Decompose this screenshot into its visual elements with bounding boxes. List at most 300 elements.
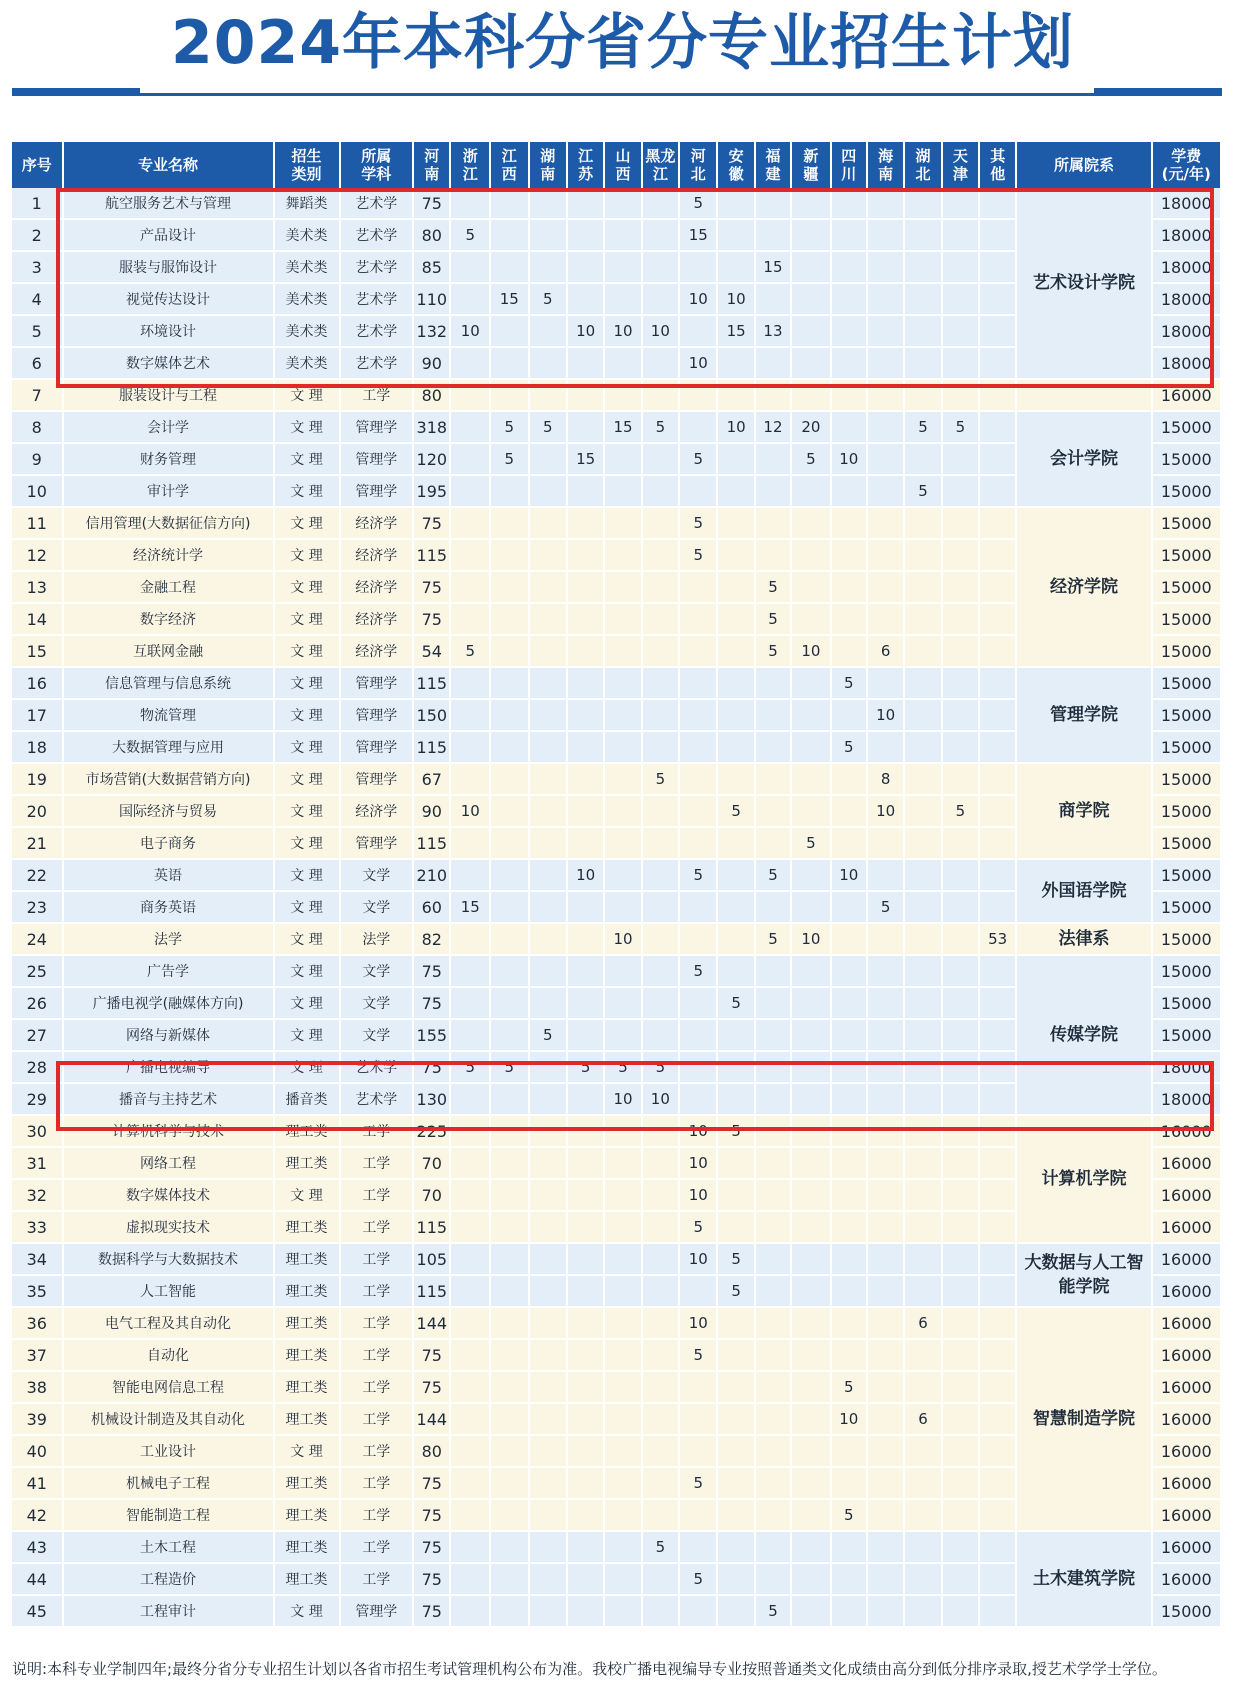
province-quota [904,219,941,251]
province-quota [529,315,567,347]
province-quota [642,795,679,827]
province-quota [942,188,979,219]
province-quota: 10 [604,1083,641,1115]
row-number: 1 [12,188,63,219]
province-quota [942,1595,979,1627]
row-number: 30 [12,1115,63,1147]
province-quota [490,1563,528,1595]
quota-henan: 155 [413,1019,450,1051]
province-quota: 5 [791,443,831,475]
province-quota [791,1275,831,1307]
province-quota [942,1403,979,1435]
province-quota [755,507,791,539]
province-quota [717,1147,754,1179]
province-quota [529,188,567,219]
province-quota [679,667,717,699]
province-quota [450,188,490,219]
province-quota [679,475,717,507]
tuition-fee: 18000 [1152,347,1221,379]
province-quota [567,795,604,827]
province-quota [791,539,831,571]
tuition-fee: 16000 [1152,1435,1221,1467]
quota-henan: 115 [413,827,450,859]
enrollment-category: 理工类 [274,1147,340,1179]
province-quota [679,923,717,955]
quota-henan: 75 [413,1051,450,1083]
province-quota [942,283,979,315]
department-name: 会计学院 [1016,411,1151,507]
province-quota: 15 [604,411,641,443]
province-quota [867,1179,904,1211]
province-quota [904,955,941,987]
province-quota [831,763,867,795]
row-number: 16 [12,667,63,699]
province-quota [942,1339,979,1371]
province-quota [791,1083,831,1115]
province-quota [450,1339,490,1371]
row-number: 35 [12,1275,63,1307]
major-name: 航空服务艺术与管理 [63,188,274,219]
province-quota [450,1019,490,1051]
row-number: 29 [12,1083,63,1115]
province-quota: 5 [755,1595,791,1627]
province-quota [979,1243,1016,1275]
province-quota [717,827,754,859]
province-quota [979,731,1016,763]
province-quota [831,347,867,379]
province-quota: 5 [942,411,979,443]
major-name: 机械设计制造及其自动化 [63,1403,274,1435]
province-quota: 10 [867,699,904,731]
province-quota [831,1211,867,1243]
province-quota: 10 [717,283,754,315]
province-quota [979,571,1016,603]
province-quota [490,859,528,891]
province-quota [942,347,979,379]
tuition-fee: 18000 [1152,188,1221,219]
province-quota [755,1307,791,1339]
province-quota [490,827,528,859]
province-quota [979,347,1016,379]
province-quota: 10 [604,923,641,955]
province-quota [791,188,831,219]
province-quota: 5 [529,1019,567,1051]
province-quota [450,379,490,411]
province-quota [567,283,604,315]
province-quota [450,251,490,283]
province-quota [717,699,754,731]
province-quota [717,667,754,699]
province-quota: 10 [679,1243,717,1275]
tuition-fee: 15000 [1152,571,1221,603]
enrollment-category: 文 理 [274,443,340,475]
tuition-fee: 16000 [1152,1147,1221,1179]
province-quota [904,443,941,475]
province-quota [642,347,679,379]
province-quota [904,1371,941,1403]
province-quota [831,411,867,443]
province-quota [567,379,604,411]
row-number: 45 [12,1595,63,1627]
province-quota: 10 [642,315,679,347]
province-quota [450,443,490,475]
province-quota [904,1563,941,1595]
province-quota [529,1275,567,1307]
province-quota [604,1307,641,1339]
row-number: 13 [12,571,63,603]
province-quota [567,763,604,795]
header-jiangsu: 江 苏 [567,142,604,188]
province-quota: 6 [904,1307,941,1339]
enrollment-category: 理工类 [274,1403,340,1435]
row-number: 7 [12,379,63,411]
province-quota [717,1307,754,1339]
province-quota [791,603,831,635]
province-quota [642,699,679,731]
province-quota [529,923,567,955]
quota-henan: 318 [413,411,450,443]
province-quota [717,1403,754,1435]
province-quota [755,987,791,1019]
province-quota: 5 [642,1531,679,1563]
province-quota [979,827,1016,859]
quota-henan: 75 [413,571,450,603]
province-quota [490,987,528,1019]
province-quota [490,1115,528,1147]
row-number: 15 [12,635,63,667]
province-quota [604,1467,641,1499]
province-quota [567,347,604,379]
province-quota [979,891,1016,923]
province-quota [604,1019,641,1051]
enrollment-category: 文 理 [274,379,340,411]
province-quota [791,1467,831,1499]
header-hainan: 海 南 [867,142,904,188]
province-quota [979,955,1016,987]
tuition-fee: 16000 [1152,1499,1221,1531]
province-quota [904,1467,941,1499]
province-quota: 5 [755,923,791,955]
province-quota [490,475,528,507]
enrollment-category: 理工类 [274,1563,340,1595]
province-quota [755,379,791,411]
province-quota [642,1019,679,1051]
enrollment-category: 文 理 [274,923,340,955]
province-quota [979,475,1016,507]
header-hebei: 河 北 [679,142,717,188]
province-quota [904,251,941,283]
major-name: 智能制造工程 [63,1499,274,1531]
province-quota [755,891,791,923]
province-quota [490,571,528,603]
province-quota [717,1019,754,1051]
tuition-fee: 15000 [1152,1595,1221,1627]
province-quota [567,603,604,635]
province-quota [529,1339,567,1371]
quota-henan: 85 [413,251,450,283]
province-quota: 5 [831,731,867,763]
province-quota [979,539,1016,571]
province-quota [490,603,528,635]
province-quota [679,1083,717,1115]
enrollment-category: 文 理 [274,827,340,859]
quota-henan: 195 [413,475,450,507]
province-quota [867,1339,904,1371]
province-quota [867,1243,904,1275]
province-quota [867,955,904,987]
department-name: 土木建筑学院 [1016,1531,1151,1627]
province-quota: 10 [450,315,490,347]
header-fujian: 福 建 [755,142,791,188]
province-quota [942,1019,979,1051]
province-quota [717,188,754,219]
province-quota [942,219,979,251]
row-number: 10 [12,475,63,507]
enrollment-category: 理工类 [274,1371,340,1403]
province-quota [567,827,604,859]
province-quota [791,1211,831,1243]
quota-henan: 54 [413,635,450,667]
province-quota [642,283,679,315]
discipline: 工学 [340,1275,414,1307]
province-quota [490,188,528,219]
province-quota [450,827,490,859]
province-quota: 10 [831,859,867,891]
province-quota [529,603,567,635]
province-quota [490,1435,528,1467]
discipline: 管理学 [340,827,414,859]
discipline: 艺术学 [340,1051,414,1083]
major-name: 信息管理与信息系统 [63,667,274,699]
province-quota: 5 [490,1051,528,1083]
province-quota [867,859,904,891]
province-quota [642,731,679,763]
major-name: 互联网金融 [63,635,274,667]
province-quota [529,1307,567,1339]
province-quota [450,763,490,795]
enrollment-category: 理工类 [274,1275,340,1307]
department-name: 管理学院 [1016,667,1151,763]
province-quota [642,891,679,923]
province-quota [450,283,490,315]
quota-henan: 225 [413,1115,450,1147]
enrollment-category: 文 理 [274,859,340,891]
province-quota [979,188,1016,219]
province-quota [450,987,490,1019]
province-quota [490,1595,528,1627]
province-quota [490,507,528,539]
province-quota [604,1211,641,1243]
province-quota [867,1499,904,1531]
province-quota: 5 [791,827,831,859]
row-number: 5 [12,315,63,347]
quota-henan: 115 [413,667,450,699]
major-name: 数字经济 [63,603,274,635]
discipline: 管理学 [340,667,414,699]
province-quota [490,667,528,699]
province-quota [529,1115,567,1147]
province-quota [791,1435,831,1467]
province-quota [755,1563,791,1595]
province-quota: 5 [679,1211,717,1243]
enrollment-category: 文 理 [274,571,340,603]
province-quota [791,475,831,507]
province-quota [904,507,941,539]
row-number: 31 [12,1147,63,1179]
province-quota [567,475,604,507]
province-quota [755,443,791,475]
province-quota [904,188,941,219]
province-quota [867,379,904,411]
province-quota [831,603,867,635]
province-quota [567,1275,604,1307]
province-quota [979,507,1016,539]
discipline: 工学 [340,1339,414,1371]
province-quota [831,923,867,955]
quota-henan: 144 [413,1307,450,1339]
province-quota [979,1371,1016,1403]
province-quota [979,1403,1016,1435]
major-name: 数字媒体技术 [63,1179,274,1211]
tuition-fee: 18000 [1152,283,1221,315]
province-quota [679,763,717,795]
province-quota [717,1083,754,1115]
discipline: 艺术学 [340,251,414,283]
enrollment-category: 文 理 [274,987,340,1019]
province-quota [791,219,831,251]
province-quota [755,1339,791,1371]
major-name: 工程造价 [63,1563,274,1595]
province-quota [490,1307,528,1339]
province-quota [904,1083,941,1115]
province-quota [831,571,867,603]
province-quota [529,1499,567,1531]
province-quota [642,955,679,987]
province-quota [604,731,641,763]
discipline: 文学 [340,955,414,987]
province-quota [642,1147,679,1179]
tuition-fee: 18000 [1152,251,1221,283]
province-quota [529,731,567,763]
province-quota [755,1531,791,1563]
province-quota [567,1115,604,1147]
province-quota [679,987,717,1019]
quota-henan: 75 [413,1563,450,1595]
discipline: 经济学 [340,507,414,539]
row-number: 27 [12,1019,63,1051]
province-quota [867,315,904,347]
tuition-fee: 16000 [1152,1371,1221,1403]
province-quota [450,859,490,891]
province-quota [490,219,528,251]
province-quota [867,1019,904,1051]
province-quota [604,475,641,507]
quota-henan: 75 [413,1499,450,1531]
enrollment-category: 文 理 [274,667,340,699]
province-quota [979,859,1016,891]
province-quota [831,283,867,315]
province-quota [642,188,679,219]
tuition-fee: 15000 [1152,859,1221,891]
province-quota [604,667,641,699]
discipline: 工学 [340,1371,414,1403]
province-quota [831,1435,867,1467]
province-quota [755,188,791,219]
province-quota [642,1339,679,1371]
province-quota [717,219,754,251]
row-number: 6 [12,347,63,379]
discipline: 文学 [340,1019,414,1051]
province-quota [567,1211,604,1243]
discipline: 工学 [340,1435,414,1467]
tuition-fee: 15000 [1152,955,1221,987]
province-quota: 12 [755,411,791,443]
discipline: 工学 [340,1531,414,1563]
province-quota [867,475,904,507]
province-quota [904,827,941,859]
enrollment-category: 美术类 [274,251,340,283]
province-quota [979,283,1016,315]
province-quota: 10 [604,315,641,347]
province-quota [490,1339,528,1371]
province-quota [904,1051,941,1083]
province-quota [604,1435,641,1467]
province-quota [717,1211,754,1243]
province-quota [942,1179,979,1211]
province-quota: 20 [791,411,831,443]
province-quota [791,507,831,539]
major-name: 人工智能 [63,1275,274,1307]
province-quota [867,827,904,859]
province-quota: 6 [867,635,904,667]
enrollment-category: 文 理 [274,411,340,443]
province-quota [642,1211,679,1243]
row-number: 22 [12,859,63,891]
province-quota [867,1211,904,1243]
province-quota [679,571,717,603]
quota-henan: 120 [413,443,450,475]
province-quota [942,1371,979,1403]
major-name: 经济统计学 [63,539,274,571]
province-quota [942,507,979,539]
province-quota [679,1531,717,1563]
row-number: 20 [12,795,63,827]
row-number: 2 [12,219,63,251]
department-name: 经济学院 [1016,507,1151,667]
province-quota [867,1115,904,1147]
header-heilongjiang: 黑龙 江 [642,142,679,188]
table-row [12,507,1221,539]
tuition-fee: 15000 [1152,987,1221,1019]
province-quota [567,1563,604,1595]
header-tianjin: 天 津 [942,142,979,188]
province-quota [904,923,941,955]
discipline: 艺术学 [340,347,414,379]
province-quota [979,443,1016,475]
tuition-fee: 15000 [1152,763,1221,795]
province-quota [791,1307,831,1339]
province-quota [642,1179,679,1211]
province-quota [867,1275,904,1307]
province-quota [791,1403,831,1435]
province-quota: 5 [831,667,867,699]
province-quota [567,507,604,539]
province-quota [979,1307,1016,1339]
province-quota [942,859,979,891]
province-quota [529,1595,567,1627]
province-quota [604,763,641,795]
province-quota [791,1115,831,1147]
